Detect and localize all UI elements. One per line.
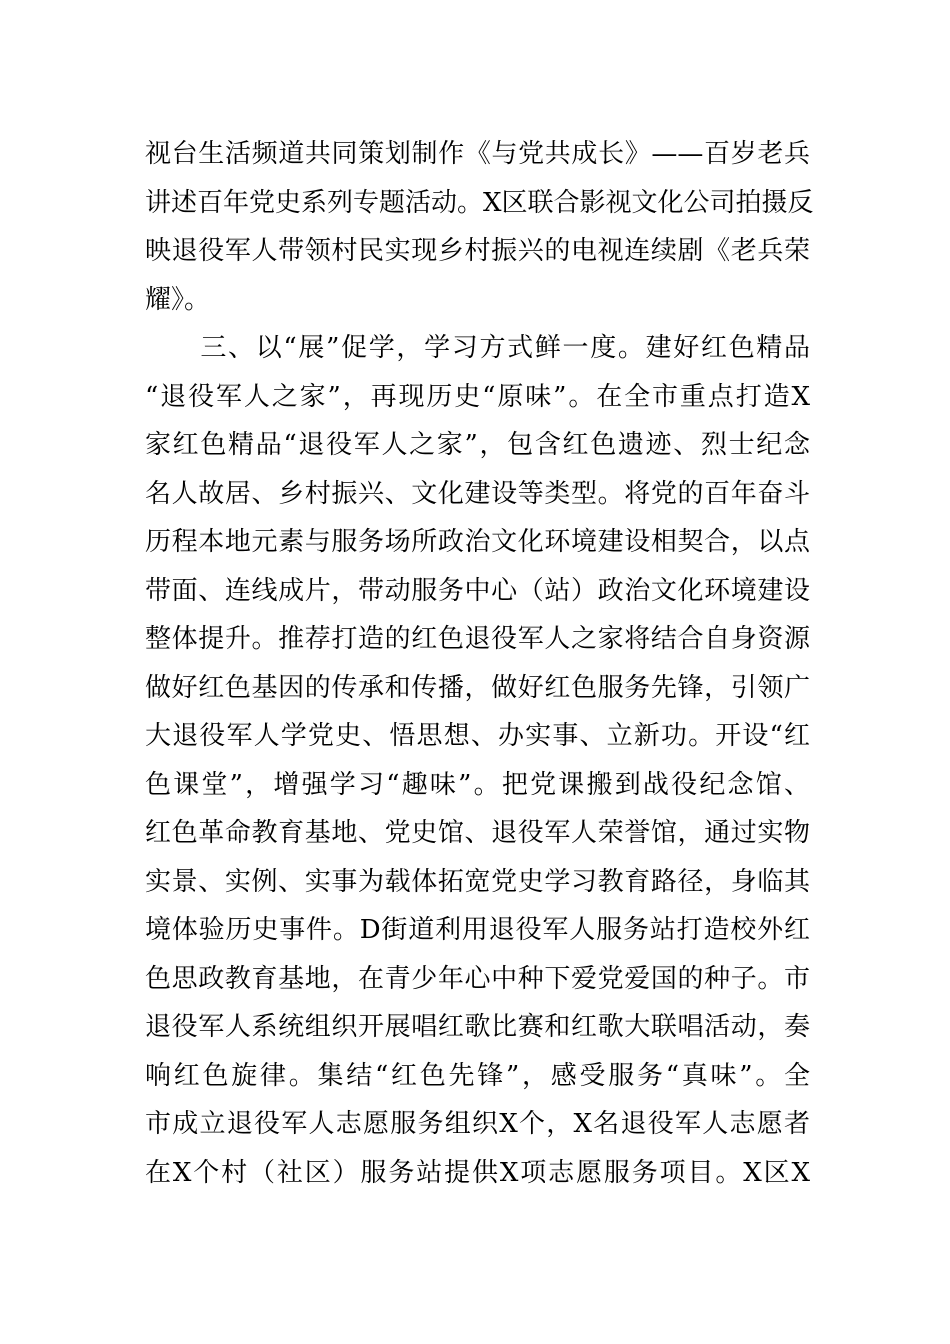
text-line-6: “退役军人之家”，再现历史“原味”。在全市重点打造X	[145, 381, 810, 412]
text-line-11: 整体提升。推荐打造的红色退役军人之家将结合自身资源	[145, 624, 810, 654]
text-line-4: 耀》。	[145, 284, 211, 315]
text-line-18: 色思政教育基地，在青少年心中种下爱党爱国的种子。市	[145, 963, 810, 994]
text-line-12: 做好红色基因的传承和传播，做好红色服务先锋，引领广	[145, 672, 810, 703]
text-line-5: 三、以“展”促学，学习方式鲜一度。建好红色精品	[145, 333, 810, 363]
text-line-2: 讲述百年党史系列专题活动。X区联合影视文化公司拍摄反	[145, 187, 814, 218]
text-line-17: 境体验历史事件。D街道利用退役军人服务站打造校外红	[145, 915, 810, 945]
text-line-20: 响红色旋律。集结“红色先锋”，感受服务“真味”。全	[145, 1060, 810, 1091]
text-line-19: 退役军人系统组织开展唱红歌比赛和红歌大联唱活动，奏	[145, 1012, 810, 1042]
text-line-21: 市成立退役军人志愿服务组织X个，X名退役军人志愿者	[145, 1109, 810, 1139]
text-line-22: 在X个村（社区）服务站提供X项志愿服务项目。X区X	[145, 1157, 810, 1188]
text-line-10: 带面、连线成片，带动服务中心（站）政治文化环境建设	[145, 575, 810, 606]
text-line-15: 红色革命教育基地、党史馆、退役军人荣誉馆，通过实物	[145, 818, 810, 848]
text-line-13: 大退役军人学党史、悟思想、办实事、立新功。开设“红	[145, 721, 810, 751]
text-line-14: 色课堂”，增强学习“趣味”。把党课搬到战役纪念馆、	[145, 769, 810, 800]
text-line-1: 视台生活频道共同策划制作《与党共成长》——百岁老兵	[145, 139, 810, 169]
body-text	[145, 130, 814, 1197]
text-line-7: 家红色精品“退役军人之家”，包含红色遗迹、烈士纪念	[145, 430, 810, 460]
text-line-8: 名人故居、乡村振兴、文化建设等类型。将党的百年奋斗	[145, 478, 810, 509]
text-line-16: 实景、实例、实事为载体拓宽党史学习教育路径，身临其	[145, 866, 810, 897]
text-line-3: 映退役军人带领村民实现乡村振兴的电视连续剧《老兵荣	[145, 236, 810, 266]
text-line-9: 历程本地元素与服务场所政治文化环境建设相契合，以点	[145, 527, 810, 557]
